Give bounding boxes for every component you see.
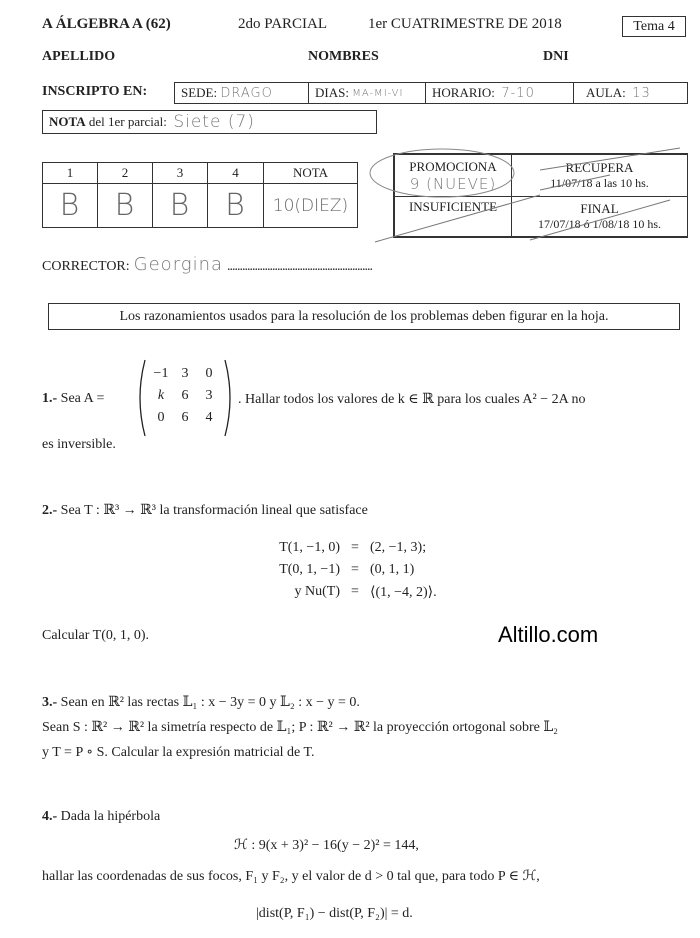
apellido-label: APELLIDO <box>42 49 116 64</box>
matrix-entry: 6 <box>181 388 189 403</box>
grade-header: 3 <box>152 162 208 184</box>
problem-3-line3: y T = P ∘ S. Calcular la expresión matricial de T. <box>42 745 315 760</box>
eq-lhs: T(1, −1, 0) <box>279 540 340 555</box>
grade-value: B <box>42 183 98 228</box>
problem-2-equations <box>220 540 490 601</box>
distance-equation: |dist(P, F₁) − dist(P, F₂)| = d. <box>256 906 413 921</box>
corrector-line <box>42 254 372 275</box>
eq-rhs: (0, 1, 1) <box>370 562 415 577</box>
matrix-entry: 3 <box>205 388 213 403</box>
horario-cell: HORARIO: 7-10 <box>425 82 574 104</box>
tema-box: Tema 4 <box>622 16 686 37</box>
grade-value: B <box>207 183 264 228</box>
problem-4-line1: 4.- Dada la hipérbola <box>42 809 161 824</box>
sede-cell: SEDE: DRAGO <box>174 82 309 104</box>
eq-sign: = <box>351 584 359 599</box>
matrix-entry: 0 <box>157 410 165 425</box>
cuatrimestre-label: 1er CUATRIMESTRE DE 2018 <box>368 16 562 32</box>
eq-lhs: T(0, 1, −1) <box>279 562 340 577</box>
eq-lhs: y Nu(T) <box>294 584 340 599</box>
grade-header: 4 <box>207 162 264 184</box>
insuficiente-cell: INSUFICIENTE <box>393 196 512 238</box>
corrector-dots: .......................................................... <box>227 259 373 274</box>
hyperbola-equation: ℋ : 9(x + 3)² − 16(y − 2)² = 144, <box>234 838 419 853</box>
corrector-signature: Georgina <box>133 254 224 275</box>
problem-1-text: . Hallar todos los valores de k ∈ ℝ para los cuales A² − 2A no <box>238 392 586 407</box>
grade-header: 1 <box>42 162 98 184</box>
aula-cell: AULA: 13 <box>573 82 688 104</box>
eq-sign: = <box>351 540 359 555</box>
parcial-label: 2do PARCIAL <box>238 16 328 32</box>
promociona-cell: PROMOCIONA 9 (NUEVE) <box>393 153 512 197</box>
dni-label: DNI <box>543 49 569 64</box>
problem-4-line2: hallar las coordenadas de sus focos, F₁ y F₂, y el valor de d > 0 tal que, para todo P ∈ ℋ, <box>42 869 540 884</box>
grade-value: B <box>97 183 153 228</box>
inscripto-label: INSCRIPTO EN: <box>42 84 148 99</box>
problem-2-text: 2.- Sea T : ℝ³ → ℝ³ la transformación lineal que satisface <box>42 503 368 518</box>
problem-3-line2: Sean S : ℝ² → ℝ² la simetría respecto de 𝕃₁; P : ℝ² → ℝ² la proyección ortogonal sobre 𝕃₂ <box>42 720 559 735</box>
matrix-entry: −1 <box>153 366 169 381</box>
problem-1-intro: 1.- Sea A = <box>42 391 105 406</box>
problem-1-text2: es inversible. <box>42 437 116 452</box>
eq-sign: = <box>351 562 359 577</box>
corrector-label: CORRECTOR: <box>42 259 130 274</box>
dias-cell: DIAS: MA-MI-VI <box>308 82 426 104</box>
recupera-cell: RECUPERA 11/07/18 a las 10 hs. <box>511 153 688 197</box>
handwritten-marks <box>360 140 700 250</box>
exam-title: A ÁLGEBRA A (62) <box>42 16 171 32</box>
grade-value: B <box>152 183 208 228</box>
matrix-entry: 0 <box>205 366 213 381</box>
grade-nota: 10(DIEZ) <box>263 183 358 228</box>
final-cell: FINAL 17/07/18 ó 1/08/18 10 hs. <box>511 196 688 238</box>
matrix-entry: k <box>157 388 165 403</box>
nombres-label: NOMBRES <box>308 49 379 64</box>
eq-rhs: (2, −1, 3); <box>370 540 427 555</box>
matrix-entry: 6 <box>181 410 189 425</box>
matrix-a <box>135 358 235 438</box>
grade-header: 2 <box>97 162 153 184</box>
altillo-watermark: Altillo.com <box>498 622 599 647</box>
notice-box: Los razonamientos usados para la resolución de los problemas deben figurar en la hoja. <box>48 303 680 330</box>
matrix-entry: 4 <box>205 410 213 425</box>
problem-2-calc: Calcular T(0, 1, 0). <box>42 628 150 643</box>
eq-rhs: ⟨(1, −4, 2)⟩. <box>370 585 437 600</box>
problem-3-line1: 3.- Sean en ℝ² las rectas 𝕃₁ : x − 3y = 0 y 𝕃₂ : x − y = 0. <box>42 695 360 710</box>
matrix-entry: 3 <box>181 366 189 381</box>
grade-header: NOTA <box>263 162 358 184</box>
nota-primer-parcial: NOTA del 1er parcial: Siete (7) <box>42 110 377 134</box>
